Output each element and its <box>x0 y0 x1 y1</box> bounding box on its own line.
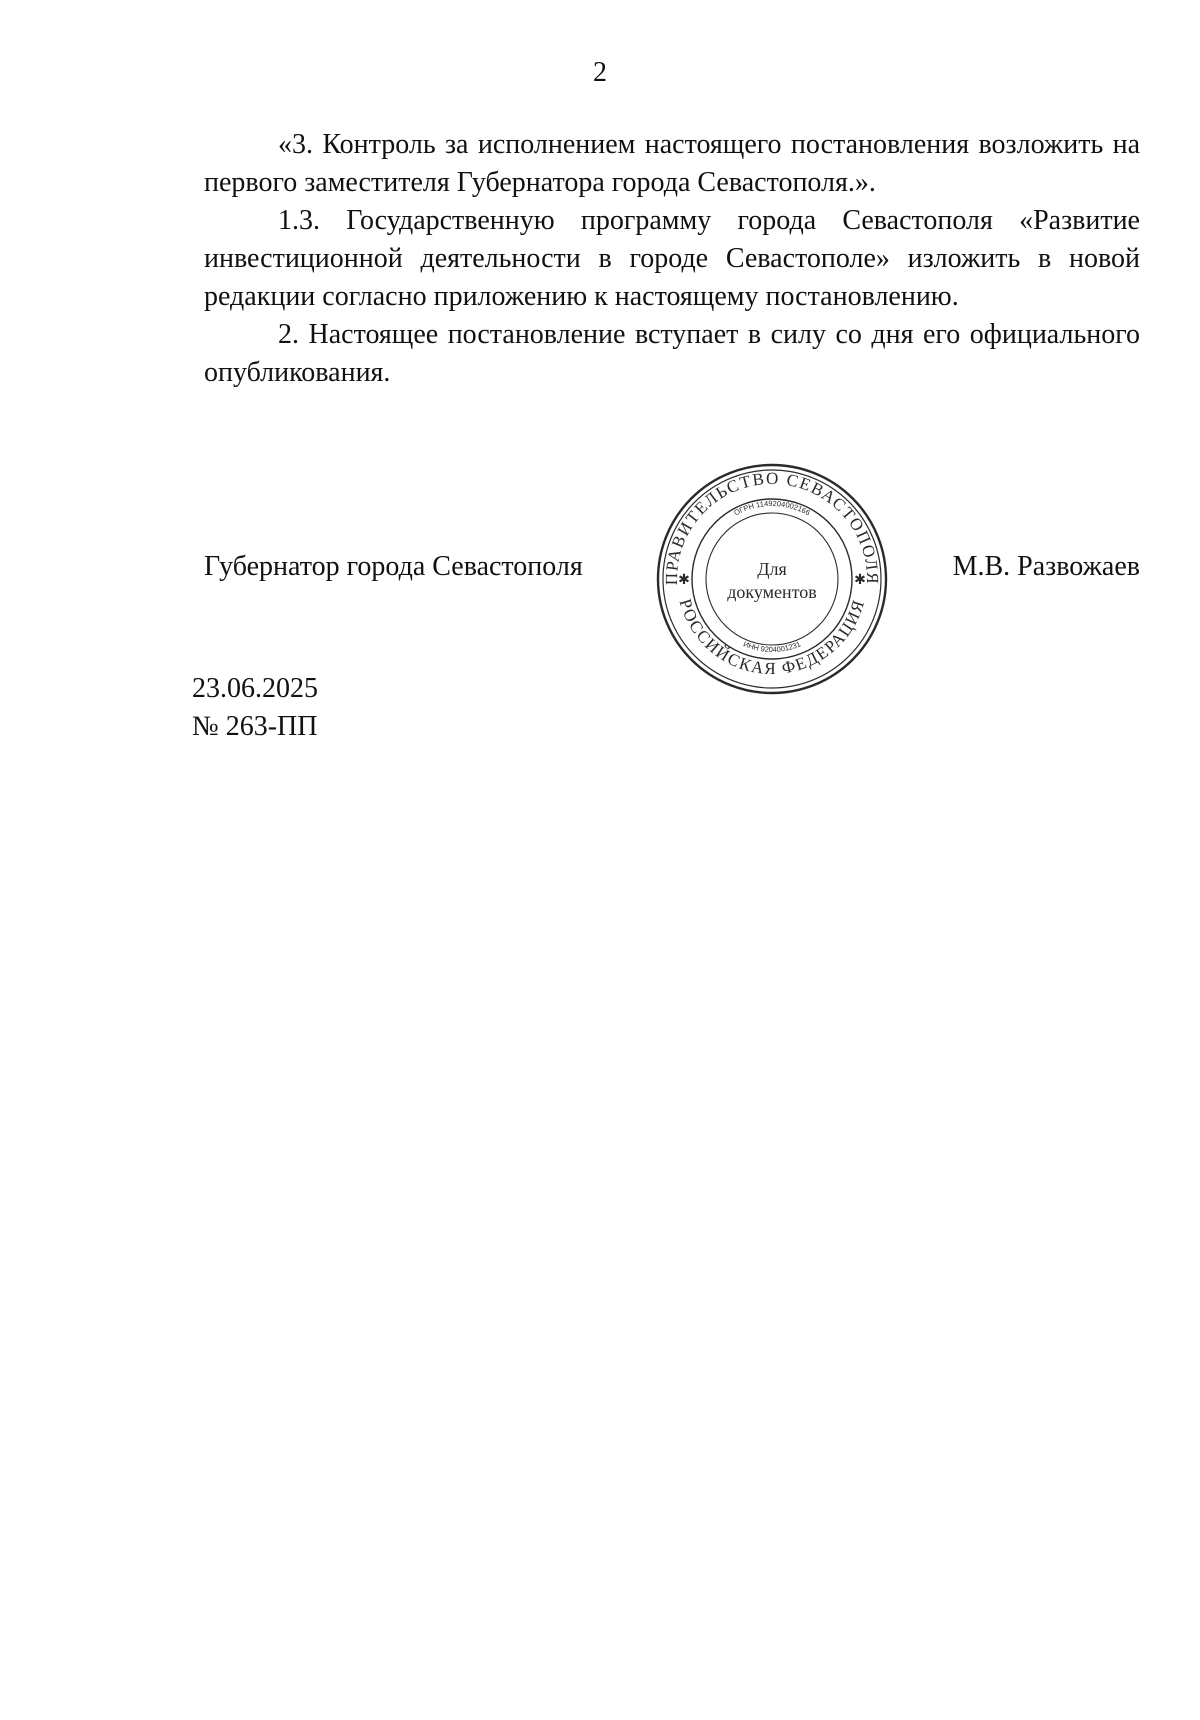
document-date: 23.06.2025 <box>192 673 318 704</box>
page-number: 2 <box>593 57 607 88</box>
seal-star-right: ✱ <box>854 573 866 588</box>
paragraph-effective-clause: 2. Настоящее постановление вступает в силу со дня его официального опубликования. <box>204 319 1140 388</box>
seal-bottom-text: РОССИЙСКАЯ ФЕДЕРАЦИЯ <box>675 596 869 679</box>
seal-inn-text: ИНН 9204001231 <box>742 639 802 655</box>
signatory-name: М.В. Развожаев <box>952 551 1140 582</box>
document-metadata <box>192 670 318 746</box>
seal-ogrn-text: ОГРН 1149204002166 <box>732 498 812 518</box>
paragraph-program-clause: 1.3. Государственную программу города Севастополя «Развитие инвестиционной деятельности в городе Севастополе» изложить в новой редакции согласно приложению к настоящему постановлению. <box>204 205 1140 312</box>
signatory-title: Губернатор города Севастополя <box>204 551 583 582</box>
paragraph-control-clause: «3. Контроль за исполнением настоящего постановления возложить на первого заместителя Губернатора города Севастополя.». <box>204 129 1140 198</box>
official-seal-stamp <box>655 462 889 696</box>
seal-center-line-2: документов <box>727 582 817 602</box>
document-number: № 263-ПП <box>192 711 318 742</box>
seal-outer-text: ПРАВИТЕЛЬСТВО СЕВАСТОПОЛЯ <box>661 468 883 586</box>
document-body <box>204 126 1140 392</box>
seal-center-line-1: Для <box>757 559 787 579</box>
seal-star-left: ✱ <box>678 573 690 588</box>
